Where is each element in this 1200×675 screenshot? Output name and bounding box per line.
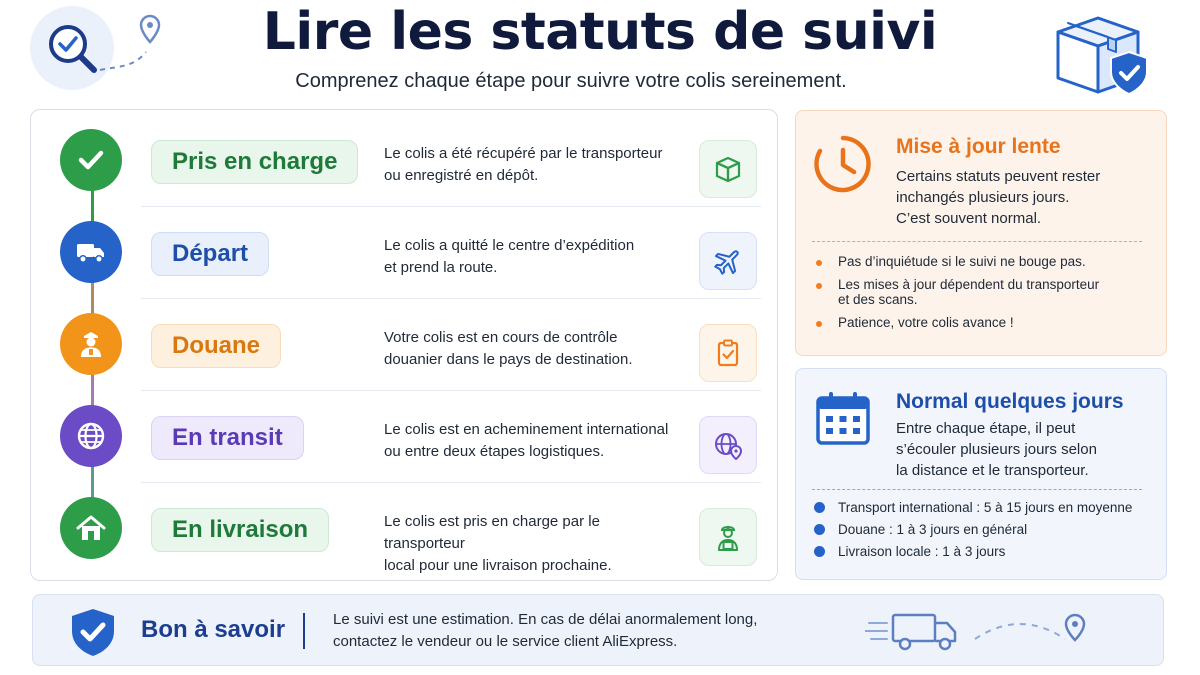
- slow-update-title: Mise à jour lente: [896, 135, 1061, 158]
- step-description: Votre colis est en cours de contrôle douanier dans le pays de destination.: [384, 329, 633, 368]
- list-item-continuation: et des scans.: [838, 292, 918, 307]
- airplane-icon: [699, 232, 757, 290]
- check-icon: [60, 129, 122, 191]
- list-item: Transport international : 5 à 15 jours en moyenne: [814, 500, 1132, 515]
- dashed-divider: [812, 489, 1142, 490]
- truck-icon: [60, 221, 122, 283]
- package-shield-icon: [1046, 10, 1156, 98]
- slow-update-card: [795, 110, 1167, 356]
- step-description: Le colis est en acheminement international ou entre deux étapes logistiques.: [384, 421, 669, 460]
- step-depart: [31, 206, 779, 298]
- status-pill: Pris en charge: [151, 140, 358, 184]
- step-description: Le colis a quitté le centre d’expédition et prend la route.: [384, 237, 635, 276]
- page-title: Lire les statuts de suivi: [262, 2, 938, 62]
- step-description: Le colis est pris en charge par le transporteur local pour une livraison prochaine.: [384, 513, 612, 574]
- good-to-know-banner: [32, 594, 1164, 666]
- home-icon: [60, 497, 122, 559]
- page-subtitle: Comprenez chaque étape pour suivre votre colis sereinement.: [295, 70, 847, 92]
- step-en-livraison: [31, 482, 779, 574]
- good-to-know-text: Le suivi est une estimation. En cas de délai anormalement long, contactez le vendeur ou le service client AliExpress.: [333, 611, 758, 650]
- tracking-steps-panel: [30, 109, 778, 581]
- delivery-person-icon: [699, 508, 757, 566]
- clock-icon: [812, 133, 874, 195]
- status-pill: Douane: [151, 324, 281, 368]
- list-item: Les mises à jour dépendent du transporteur: [814, 277, 1099, 292]
- status-pill: Départ: [151, 232, 269, 276]
- list-item: Patience, votre colis avance !: [814, 315, 1099, 330]
- clipboard-check-icon: [699, 324, 757, 382]
- vertical-divider: [303, 613, 305, 649]
- calendar-icon: [814, 389, 872, 447]
- normal-days-title: Normal quelques jours: [896, 390, 1124, 413]
- step-douane: [31, 298, 779, 390]
- good-to-know-title: Bon à savoir: [141, 616, 286, 643]
- globe-icon: [60, 405, 122, 467]
- step-en-transit: [31, 390, 779, 482]
- shield-check-icon: [69, 607, 117, 657]
- step-pris-en-charge: [31, 114, 779, 206]
- step-description: Le colis a été récupéré par le transporteur ou enregistré en dépôt.: [384, 145, 663, 184]
- status-pill: En livraison: [151, 508, 329, 552]
- package-icon: [699, 140, 757, 198]
- list-item: Pas d’inquiétude si le suivi ne bouge pas.: [814, 254, 1099, 269]
- globe-pin-icon: [699, 416, 757, 474]
- normal-days-list: [814, 500, 1132, 559]
- customs-officer-icon: [60, 313, 122, 375]
- slow-update-list: [814, 254, 1099, 330]
- status-pill: En transit: [151, 416, 304, 460]
- normal-days-text: Entre chaque étape, il peut s’écouler plusieurs jours selon la distance et le transporteur.: [896, 420, 1097, 479]
- dashed-divider: [812, 241, 1142, 242]
- delivery-truck-route-icon: [865, 609, 1135, 655]
- list-item: Douane : 1 à 3 jours en général: [814, 522, 1132, 537]
- list-item: Livraison locale : 1 à 3 jours: [814, 544, 1132, 559]
- slow-update-text: Certains statuts peuvent rester inchangés plusieurs jours. C’est souvent normal.: [896, 168, 1101, 227]
- normal-days-card: [795, 368, 1167, 580]
